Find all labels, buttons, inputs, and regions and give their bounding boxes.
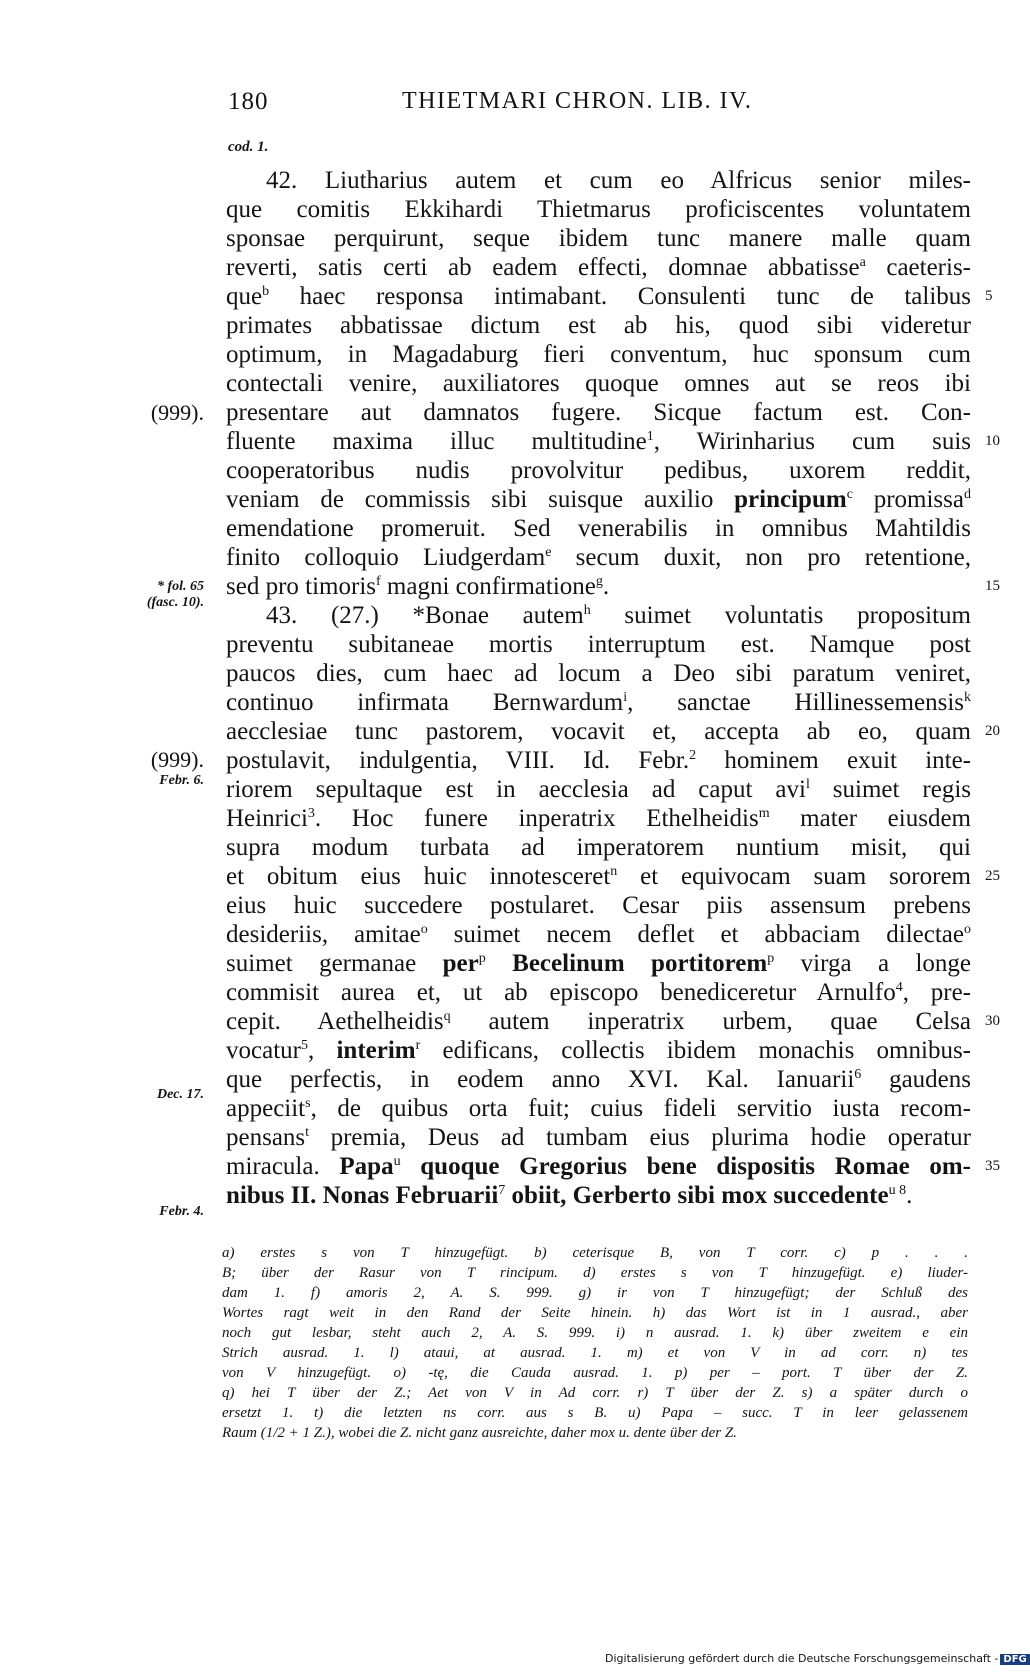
footnote-marker: g <box>595 574 603 589</box>
line-number: 25 <box>985 868 1000 884</box>
text-segment: . <box>602 573 610 600</box>
text-segment: vocatur <box>226 1037 301 1064</box>
text-segment: . Hoc funere inperatrix Ethelheidis <box>314 805 759 832</box>
text-segment: autem inperatrix urbem, quae Celsa <box>450 1008 971 1035</box>
footnote-marker: u <box>393 1154 401 1169</box>
footnote-line: noch gut lesbar, steht auch 2, A. S. 999. i) n ausrad. 1. k) über zweitem e ein <box>222 1325 968 1341</box>
line-number: 35 <box>985 1158 1000 1174</box>
text-line <box>226 1152 971 1181</box>
text-segment: premia, Deus ad tumbam eius plurima hodie operatur <box>309 1124 971 1151</box>
text-segment: secum duxit, non pro retentione, <box>551 544 971 571</box>
footnote-marker: a <box>859 255 866 270</box>
bold-text: nibus II. Nonas Februarii <box>226 1182 499 1209</box>
text-segment: desideriis, amitae <box>226 921 421 948</box>
footnote-marker: f <box>376 574 381 589</box>
text-segment: suimet voluntatis propositum <box>590 602 971 629</box>
text-segment: continuo infirmata Bernwardum <box>226 689 624 716</box>
footnote-marker: q <box>443 1009 451 1024</box>
text-segment: et obitum eius huic innotesceret <box>226 863 611 890</box>
text-segment: suimet germanae <box>226 950 443 977</box>
text-line <box>226 340 971 369</box>
text-segment: eius huic succedere postularet. Cesar piis assensum prebens <box>226 892 971 919</box>
text-segment: cooperatoribus nudis provolvitur pedibus, uxorem reddit, <box>226 457 971 484</box>
text-line <box>226 1007 971 1036</box>
text-segment: supra modum turbata ad imperatorem nuntium misit, qui <box>226 834 971 861</box>
text-segment: promissa <box>852 486 964 513</box>
text-line <box>226 891 971 920</box>
text-segment: 42. Liutharius autem et cum eo Alfricus senior miles- <box>266 167 971 194</box>
text-segment: edificans, collectis ibidem monachis omnibus- <box>420 1037 971 1064</box>
footnote-line: Raum (1/2 + 1 Z.), wobei die Z. nicht ganz ausreichte, daher mox u. dente über der Z. <box>222 1425 737 1441</box>
text-segment: optimum, in Magadaburg fieri conventum, huc sponsum cum <box>226 341 971 368</box>
text-line <box>226 1181 971 1210</box>
text-segment: preventu subitaneae mortis interruptum est. Namque post <box>226 631 971 658</box>
bold-text: per <box>442 950 479 977</box>
text-line <box>226 456 971 485</box>
text-segment: paucos dies, cum haec ad locum a Deo sibi paratum veniret, <box>226 660 971 687</box>
text-line <box>226 833 971 862</box>
text-segment: fluente maxima illuc multitudine <box>226 428 647 455</box>
footnote-marker: s <box>305 1096 311 1111</box>
text-line <box>226 514 971 543</box>
footnote-marker: 2 <box>689 748 697 763</box>
text-segment: , pre- <box>902 979 971 1006</box>
bold-text: Becelinum portitorem <box>485 950 768 977</box>
text-segment: hominem exuit inte- <box>696 747 972 774</box>
text-line <box>226 311 971 340</box>
line-number: 20 <box>985 723 1000 739</box>
footnote-marker: b <box>262 284 270 299</box>
footnote-line: ersetzt 1. t) die letzten ns corr. aus s B. u) Papa – succ. T in leer gelassenem <box>222 1405 968 1421</box>
text-line <box>226 1094 971 1123</box>
text-segment: commisit aurea et, ut ab episcopo benediceretur Arnulfo <box>226 979 896 1006</box>
footnote-line: Strich ausrad. 1. l) ataui, at ausrad. 1. m) et von V in ad corr. n) tes <box>222 1345 968 1361</box>
text-segment: 43. (27.) *Bonae autem <box>266 602 584 629</box>
text-line <box>226 369 971 398</box>
text-segment: finito colloquio Liudgerdam <box>226 544 546 571</box>
text-segment: veniam de commissis sibi suisque auxilio <box>226 486 735 513</box>
text-segment: virga a longe <box>774 950 971 977</box>
text-segment: sed pro timoris <box>226 573 376 600</box>
text-line <box>226 282 971 311</box>
text-segment: riorem sepultaque est in aecclesia ad caput avi <box>226 776 806 803</box>
text-line <box>226 775 971 804</box>
text-segment: que perfectis, in eodem anno XVI. Kal. Ianuarii <box>226 1066 855 1093</box>
text-segment: aecclesiae tunc pastorem, vocavit et, accepta ab eo, quam <box>226 718 971 745</box>
text-line <box>226 543 971 572</box>
footnote-marker: u 8 <box>888 1183 907 1198</box>
text-line <box>226 688 971 717</box>
line-number: 5 <box>985 288 993 304</box>
digitization-credit <box>605 1652 1030 1665</box>
text-segment: pensans <box>226 1124 306 1151</box>
text-segment: reverti, satis certi ab eadem effecti, domnae abbatisse <box>226 254 860 281</box>
text-line <box>226 659 971 688</box>
footnote-marker: 7 <box>498 1183 506 1198</box>
footnote-line: Wortes ragt weit in den Rand der Seite hinein. h) das Wort ist in 1 ausrad., aber <box>222 1305 968 1321</box>
text-line <box>226 717 971 746</box>
text-segment: emendatione promeruit. Sed venerabilis in omnibus Mahtildis <box>226 515 971 542</box>
text-segment: magni confirmatione <box>380 573 596 600</box>
text-segment: , de quibus orta fuit; cuius fideli servitio iusta recom- <box>310 1095 971 1122</box>
footnote-marker: c <box>846 487 853 502</box>
footnote-marker: t <box>305 1125 310 1140</box>
text-segment: Heinrici <box>226 805 308 832</box>
bold-text: quoque Gregorius bene dispositis Romae om- <box>400 1153 972 1180</box>
footnote-marker: e <box>545 545 552 560</box>
footnote-marker: p <box>767 951 775 966</box>
footnote-marker: d <box>964 487 971 502</box>
footnote-marker: p <box>478 951 486 966</box>
footnote-marker: r <box>415 1038 421 1053</box>
text-segment: et equivocam suam sororem <box>617 863 972 890</box>
footnote-marker: i <box>623 690 628 705</box>
margin-year-note: (999). <box>150 747 204 772</box>
footnote-marker: k <box>964 690 971 705</box>
text-segment: que <box>226 283 263 310</box>
text-segment: , Wirinharius cum suis <box>653 428 971 455</box>
text-segment: appeciit <box>226 1095 306 1122</box>
bold-text: interim <box>336 1037 416 1064</box>
footnote-line: a) erstes s von T hinzugefügt. b) ceterisque B, von T corr. c) p . . . <box>222 1245 968 1261</box>
text-line <box>226 920 971 949</box>
margin-folio-note: * fol. 65 <box>156 579 204 594</box>
running-title: THIETMARI CHRON. LIB. IV. <box>402 88 753 114</box>
footnote-line: von V hinzugefügt. o) -tę, die Cauda ausrad. 1. p) per – port. T über der Z. <box>222 1365 968 1381</box>
text-line <box>226 224 971 253</box>
footnote-marker: n <box>610 864 618 879</box>
margin-date-note: Dec. 17. <box>156 1087 204 1102</box>
text-line <box>226 427 971 456</box>
footnote-marker: h <box>583 603 591 618</box>
page-number: 180 <box>228 88 269 115</box>
margin-date-note: Febr. 4. <box>159 1204 204 1219</box>
text-segment: presentare aut damnatos fugere. Sicque factum est. Con- <box>226 399 971 426</box>
footnote-marker: l <box>805 777 810 792</box>
credit-text: Digitalisierung gefördert durch die Deutsche Forschungsgemeinschaft - <box>605 1652 999 1665</box>
text-line <box>226 572 971 601</box>
text-line <box>226 804 971 833</box>
text-segment: suimet regis <box>809 776 971 803</box>
text-segment: suimet necem deflet et abbaciam dilectae <box>427 921 964 948</box>
text-segment: gaudens <box>861 1066 971 1093</box>
text-segment: contectali venire, auxiliatores quoque omnes aut se reos ibi <box>226 370 971 397</box>
text-segment: miracula. <box>226 1153 340 1180</box>
text-line <box>226 1123 971 1152</box>
line-number: 15 <box>985 578 1000 594</box>
text-line <box>226 601 971 630</box>
dfg-logo: DFG <box>1000 1654 1029 1665</box>
text-segment: mater eiusdem <box>769 805 971 832</box>
footnote-marker: 5 <box>300 1038 308 1053</box>
bold-text: obiit, Gerberto sibi mox succedente <box>505 1182 889 1209</box>
margin-fascicle-note: (fasc. 10). <box>146 595 204 610</box>
footnote-line: B; über der Rasur von T rincipum. d) erstes s von T hinzugefügt. e) liuder- <box>222 1265 968 1281</box>
line-number: 30 <box>985 1013 1000 1029</box>
text-line <box>226 1036 971 1065</box>
footnote-marker: 6 <box>854 1067 862 1082</box>
text-segment: postulavit, indulgentia, VIII. Id. Febr. <box>226 747 690 774</box>
footnote-line: q) hei T über der Z.; Aet von V in Ad corr. r) T über der Z. s) a später durch o <box>222 1385 968 1401</box>
text-line <box>226 862 971 891</box>
text-line <box>226 978 971 1007</box>
footnote-marker: 4 <box>895 980 903 995</box>
text-line <box>226 485 971 514</box>
footnote-marker: o <box>963 922 971 937</box>
text-segment: sponsae perquirunt, seque ibidem tunc manere malle quam <box>226 225 971 252</box>
footnote-marker: 1 <box>646 429 654 444</box>
text-segment: haec responsa intimabant. Consulenti tunc de talibus <box>269 283 971 310</box>
line-number: 10 <box>985 433 1000 449</box>
page-header <box>0 88 1000 128</box>
text-line <box>226 195 971 224</box>
text-line <box>226 746 971 775</box>
text-line <box>226 398 971 427</box>
footnote-line: dam 1. f) amoris 2, A. S. 999. g) ir von T hinzugefügt; der Schluß des <box>222 1285 968 1301</box>
text-line <box>226 630 971 659</box>
codex-reference: cod. 1. <box>228 139 269 155</box>
text-line <box>226 166 971 195</box>
text-segment: caeteris- <box>865 254 972 281</box>
text-segment: que comitis Ekkihardi Thietmarus proficiscentes voluntatem <box>226 196 971 223</box>
margin-date-note: Febr. 6. <box>159 773 204 788</box>
text-segment: , sanctae Hillinessemensis <box>627 689 964 716</box>
text-segment: , <box>307 1037 337 1064</box>
text-segment: . <box>906 1182 913 1209</box>
footnote-marker: o <box>420 922 428 937</box>
text-line <box>226 1065 971 1094</box>
footnote-marker: m <box>758 806 770 821</box>
text-segment: cepit. Aethelheidis <box>226 1008 444 1035</box>
text-line <box>226 949 971 978</box>
footnotes <box>222 1243 968 1443</box>
text-line <box>226 253 971 282</box>
text-segment: primates abbatissae dictum est ab his, quod sibi videretur <box>226 312 971 339</box>
margin-year-note: (999). <box>150 400 204 425</box>
bold-text: principum <box>734 486 847 513</box>
footnote-marker: 3 <box>307 806 315 821</box>
bold-text: Papa <box>339 1153 394 1180</box>
